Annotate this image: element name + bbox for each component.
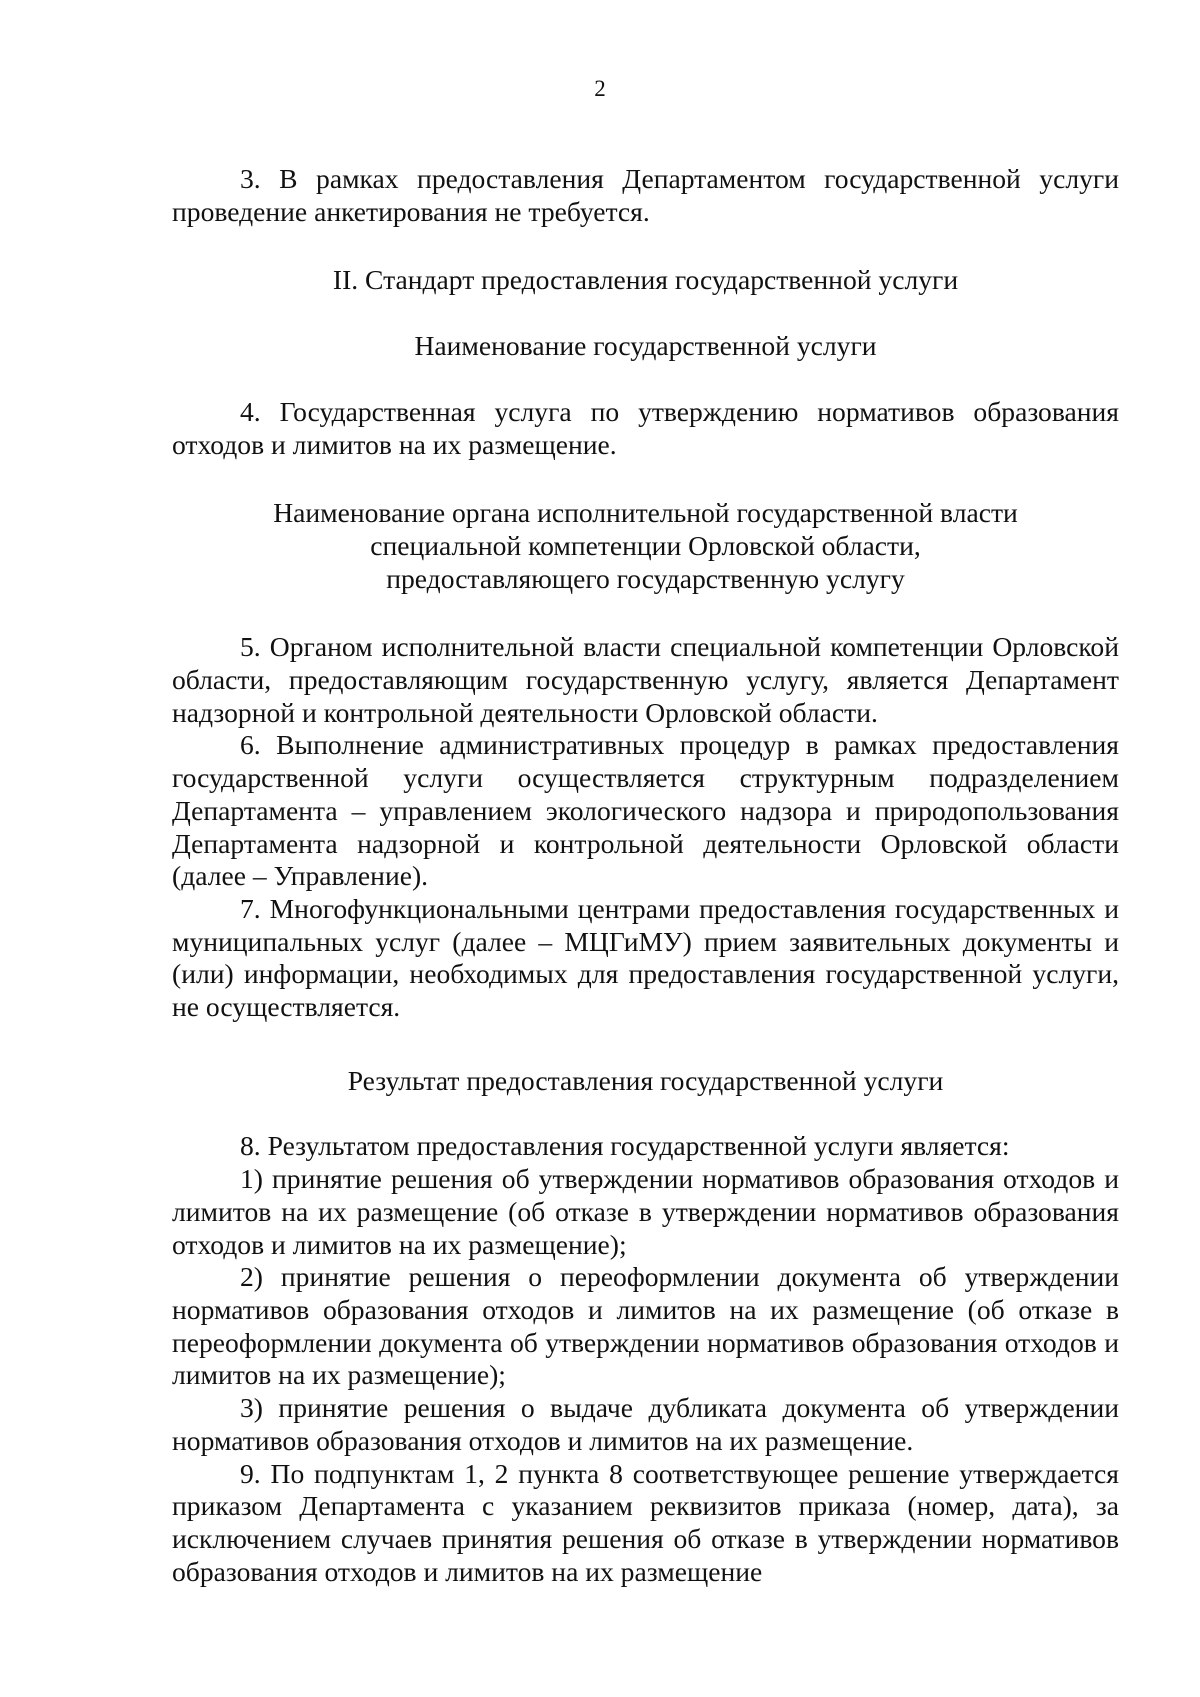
paragraph-7: 7. Многофункциональными центрами предоставления государственных и муниципальных услуг (далее – МЦГиМУ) прием заявительных документы и (или) информации, необходимых для предоставления государственной услуги, не осуществляется. (172, 892, 1119, 1023)
paragraph-6: 6. Выполнение административных процедур в рамках предоставления государственной услуги осуществляется структурным подразделением Департамента – управлением экологического надзора и природопользования Департамента надзорной и контрольной деятельности Орловской области (далее – Управление). (172, 729, 1119, 892)
heading-service-name: Наименование государственной услуги (414, 330, 877, 362)
paragraph-3: 3. В рамках предоставления Департаментом государственной услуги проведение анкетирования не требуется. (172, 163, 1119, 227)
heading-organ-line-1: Наименование органа исполнительной государственной власти (273, 497, 1018, 529)
heading-result: Результат предоставления государственной услуги (347, 1064, 944, 1096)
heading-organ-line-2: специальной компетенции Орловской области, (370, 529, 921, 561)
section-title: II. Стандарт предоставления государственной услуги (332, 264, 959, 296)
paragraph-8: 8. Результатом предоставления государственной услуги является: (240, 1130, 1010, 1162)
document-body (172, 163, 1119, 1588)
paragraph-8-item-3: 3) принятие решения о выдаче дубликата документа об утверждении нормативов образования отходов и лимитов на их размещение. (172, 1392, 1119, 1456)
heading-organ (172, 497, 1119, 595)
paragraph-5: 5. Органом исполнительной власти специальной компетенции Орловской области, предоставляющим государственную услугу, является Департамент надзорной и контрольной деятельности Орловской области. (172, 631, 1119, 728)
heading-organ-line-3: предоставляющего государственную услугу (386, 562, 905, 594)
paragraph-9: 9. По подпунктам 1, 2 пункта 8 соответствующее решение утверждается приказом Департамента с указанием реквизитов приказа (номер, дата), за исключением случаев принятия решения об отказе в утверждении нормативов образования отходов и лимитов на их размещение (172, 1457, 1119, 1587)
paragraph-8-item-2: 2) принятие решения о переоформлении документа об утверждении нормативов образования отходов и лимитов на их размещение (об отказе в переоформлении документа об утверждении нормативов образования отходов и лимитов на их размещение); (172, 1261, 1119, 1391)
paragraph-8-item-1: 1) принятие решения об утверждении нормативов образования отходов и лимитов на их размещение (об отказе в утверждении нормативов образования отходов и лимитов на их размещение); (172, 1163, 1119, 1260)
paragraph-4: 4. Государственная услуга по утверждению нормативов образования отходов и лимитов на их размещение. (172, 395, 1119, 460)
page-number: 2 (594, 76, 606, 101)
